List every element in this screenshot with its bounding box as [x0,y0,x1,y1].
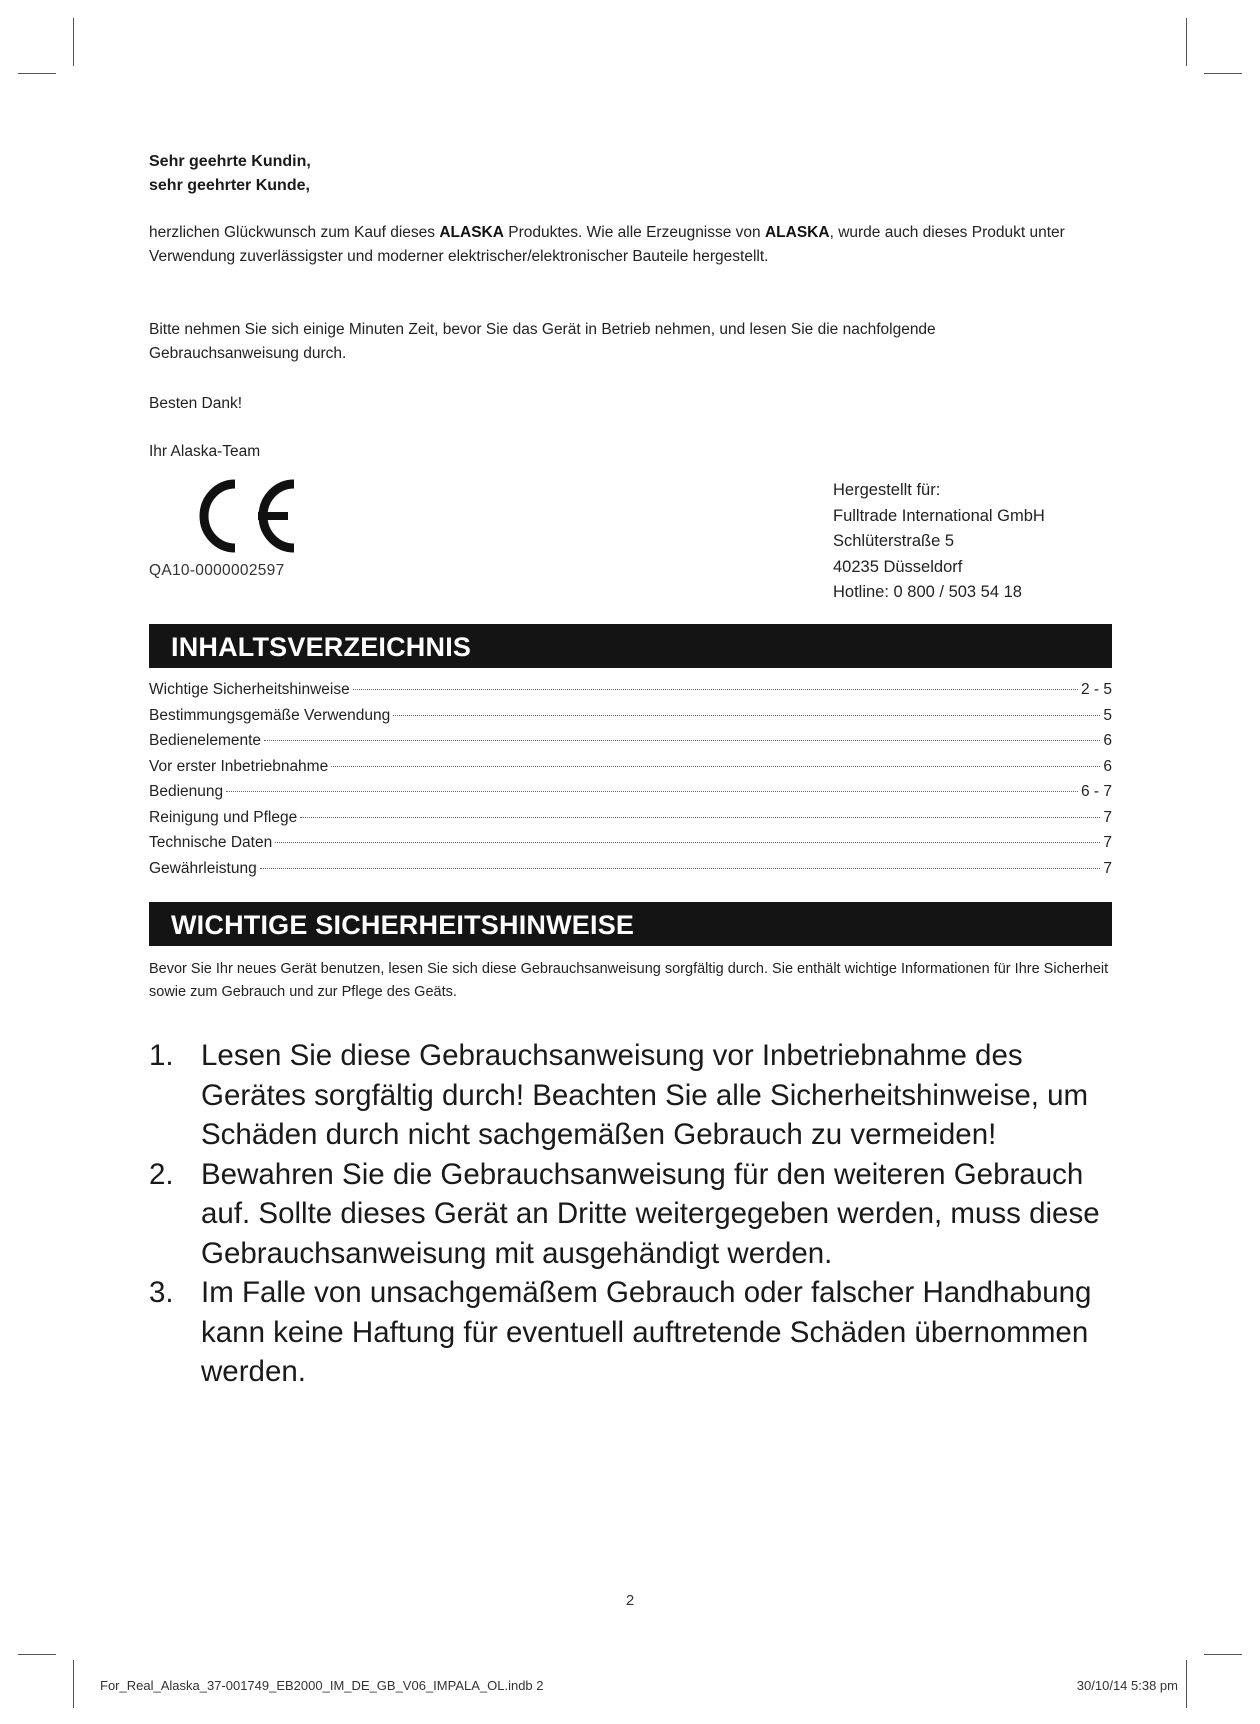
item-number: 2. [149,1157,174,1191]
manufacturer-company: Fulltrade International GmbH [833,506,1045,525]
salutation-line-1: Sehr geehrte Kundin, [149,153,311,170]
toc-entry-page: 6 [1103,757,1112,775]
page-number: 2 [625,1592,635,1609]
intro-text: , wurde auch dieses Produkt unter Verwendung zuverlässigster und moderner elektrischer/elektronischer Bauteile hergestellt. [149,224,1065,265]
toc-entry-page: 6 [1103,732,1112,749]
salutation [149,150,311,198]
crop-mark [1204,73,1242,74]
brand-name: ALASKA [764,224,830,241]
team-signature: Ihr Alaska-Team [149,443,261,460]
safety-heading: WICHTIGE SICHERHEITSHINWEISE [149,902,1112,946]
salutation-line-2: sehr geehrter Kunde, [149,177,310,194]
toc-leader-dots [393,715,1100,716]
manufacturer-label: Hergestellt für: [833,481,941,499]
intro-text: Produktes. Wie alle Erzeugnisse von [503,224,765,241]
crop-mark [18,73,56,74]
toc-entry-page: 7 [1103,808,1112,826]
reading-request-paragraph: Bitte nehmen Sie sich einige Minuten Zeit, bevor Sie das Gerät in Betrieb nehmen, und lesen Sie die nachfolgende Gebrauchsanweisung durch. [149,321,936,362]
toc-leader-dots [331,766,1100,767]
toc-heading: INHALTSVERZEICHNIS [149,624,1112,668]
toc-entry [149,809,1112,835]
item-text: Lesen Sie diese Gebrauchsanweisung vor Inbetriebnahme des Gerätes sorgfältig durch! Beachten Sie alle Sicherheitshinweise, um Schäden durch nicht sachgemäßen Gebrauch zu vermeiden! [201,1039,1089,1151]
manufacturer-address [833,478,1045,606]
manufacturer-hotline: Hotline: 0 800 / 503 54 18 [833,583,1022,601]
crop-mark [73,18,74,66]
toc-entry [149,783,1112,809]
crop-mark [73,1660,74,1708]
thanks-text: Besten Dank! [149,395,243,412]
safety-instruction-item [149,1155,1124,1274]
toc-entry [149,834,1112,860]
toc-entry [149,860,1112,886]
toc-leader-dots [264,740,1100,741]
toc-leader-dots [275,842,1100,843]
toc-leader-dots [260,868,1101,869]
toc-entry-title: Bedienung [149,783,224,800]
crop-mark [1204,1654,1242,1655]
toc-entry-title: Reinigung und Pflege [149,808,298,826]
toc-entry-page: 5 [1103,706,1112,724]
item-text: Im Falle von unsachgemäßem Gebrauch oder falscher Handhabung kann keine Haftung für eventuell auftretende Schäden übernommen werden. [201,1276,1092,1388]
intro-text: herzlichen Glückwunsch zum Kauf dieses [149,224,440,241]
toc-entry-title: Gewährleistung [149,859,257,877]
ce-mark-logo [183,478,301,554]
footer-filename: For_Real_Alaska_37-001749_EB2000_IM_DE_GB_V06_IMPALA_OL.indb 2 [100,1678,544,1693]
item-text: Bewahren Sie die Gebrauchsanweisung für den weiteren Gebrauch auf. Sollte dieses Gerät an Dritte weitergegeben werden, muss diese Gebrauchsanweisung mit ausgehändigt werden. [201,1157,1100,1270]
safety-instructions-list [149,1036,1124,1392]
toc-leader-dots [353,689,1078,690]
toc-leader-dots [226,791,1078,792]
item-number: 3. [149,1276,174,1309]
toc-entry [149,732,1112,758]
certification-code: QA10-0000002597 [149,562,285,579]
footer-timestamp: 30/10/14 5:38 pm [1076,1678,1178,1693]
crop-mark [18,1654,56,1655]
safety-intro: Bevor Sie Ihr neues Gerät benutzen, lesen Sie sich diese Gebrauchsanweisung sorgfältig durch. Sie enthält wichtige Informationen für Ihre Sicherheit sowie zum Gebrauch und zur Pflege des Geäts. [149,961,1109,1000]
toc-entry-title: Bestimmungsgemäße Verwendung [149,706,391,724]
toc-entry-title: Vor erster Inbetriebnahme [149,757,329,775]
toc-entry [149,758,1112,784]
toc-entry-title: Wichtige Sicherheitshinweise [149,681,350,698]
item-number: 1. [149,1039,174,1072]
manufacturer-street: Schlüterstraße 5 [833,532,955,550]
toc-entry [149,681,1112,707]
toc-entry-page: 2 - 5 [1080,681,1112,698]
manufacturer-city: 40235 Düsseldorf [833,557,963,576]
crop-mark [1186,1660,1187,1708]
toc-entry-page: 7 [1103,859,1112,877]
crop-mark [1186,18,1187,66]
toc-entry [149,707,1112,733]
brand-name: ALASKA [439,224,504,241]
toc-entry-title: Technische Daten [149,834,273,851]
safety-instruction-item [149,1273,1124,1392]
table-of-contents [149,681,1112,885]
toc-leader-dots [300,817,1100,818]
safety-instruction-item [149,1036,1124,1155]
toc-entry-page: 6 - 7 [1080,783,1112,800]
toc-entry-page: 7 [1103,834,1112,851]
toc-entry-title: Bedienelemente [149,732,262,749]
intro-paragraph [149,221,1079,269]
